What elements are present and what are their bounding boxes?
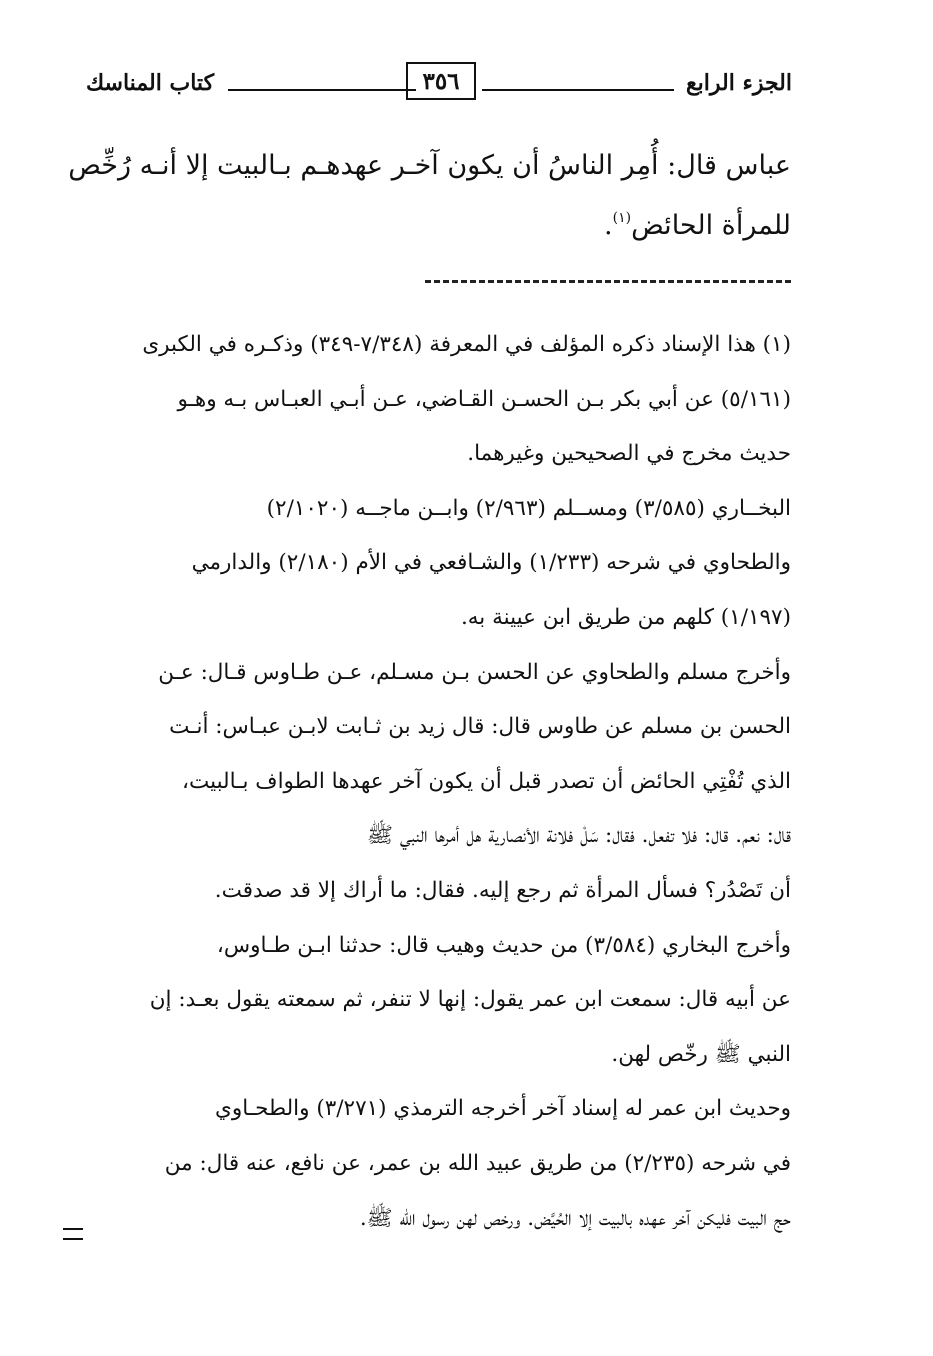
running-header [82,62,792,114]
footnote-divider [425,280,791,283]
main-line-end: . [604,210,613,241]
footnote-line: وأخرج مسلم والطحاوي عن الحسن بـن مسـلم، عـن طـاوس قـال: عـن [158,659,791,685]
footnote-ref: (١) [612,210,632,226]
main-line [81,196,791,256]
page-number: ٣٥٦ [406,62,476,100]
main-line: عباس قال: أُمِر الناسُ أن يكون آخـر عهدهـم بـالبيت إلا أنـه رُخِّص [68,150,791,181]
footnote-line: وحديث ابن عمر له إسناد آخر أخرجه الترمذي (٣/٢٧١) والطحـاوي [215,1096,791,1122]
footnote-line: (١/١٩٧) كلهم من طريق ابن عيينة به. [460,604,791,630]
footnote-line: قال: نعم. قال: فلا تفعل. فقال: سَلْ فلانة الأنصارية هل أمرها النبي ﷺ [367,823,791,849]
footnote-line: الذي تُفْتِي الحائض أن تصدر قبل أن يكون آخر عهدها الطواف بـالبيت، [182,768,791,794]
footnote-line: البخــاري (٣/٥٨٥) ومســلم (٢/٩٦٣) وابــن ماجــه (٢/١٠٢٠) [266,495,791,521]
footnote-line: في شرحه (٢/٢٣٥) من طريق عبيد الله بن عمر، عن نافع، عنه قال: من [164,1150,791,1176]
book-title: كتاب المناسك [86,70,215,96]
footnote-line: (١) هذا الإسناد ذكره المؤلف في المعرفة (٧/٣٤٨-٣٤٩) وذكـره في الكبرى [142,332,791,357]
page-end-mark [63,1228,83,1240]
footnote-line: والطحاوي في شرحه (١/٢٣٣) والشـافعي في الأم (٢/١٨٠) والدارمي [191,550,791,576]
header-rule-right [482,89,674,91]
footnote-line: حديث مخرج في الصحيحين وغيرهما. [467,441,791,467]
footnote-line: عن أبيه قال: سمعت ابن عمر يقول: إنها لا تنفر، ثم سمعته يقول بعـد: إن [149,987,791,1013]
header-rule-left [228,89,416,91]
main-line-text: للمرأة الحائض [631,210,791,241]
footnotes [79,318,791,1246]
footnote-line: النبي ﷺ رخّص لهن. [611,1041,791,1067]
footnote-line: (٥/١٦١) عن أبي بكر بـن الحسـن القـاضي، عـن أبـي العبـاس بـه وهـو [177,386,791,412]
volume-title: الجزء الرابع [685,70,792,96]
footnote-line: الحسن بن مسلم عن طاوس قال: قال زيد بن ثـابت لابـن عبـاس: أنـت [169,714,791,740]
footnote-line: وأخرج البخاري (٣/٥٨٤) من حديث وهيب قال: حدثنا ابـن طـاوس، [216,932,791,958]
main-text [68,136,791,256]
footnote-line: حج البيت فليكن آخر عهده بالبيت إلا الحُيَّض. ورخص لهن رسول الله ﷺ. [359,1205,791,1231]
footnote-line: أن تَصْدُر؟ فسأل المرأة ثم رجع إليه. فقال: ما أراك إلا قد صدقت. [214,877,791,903]
